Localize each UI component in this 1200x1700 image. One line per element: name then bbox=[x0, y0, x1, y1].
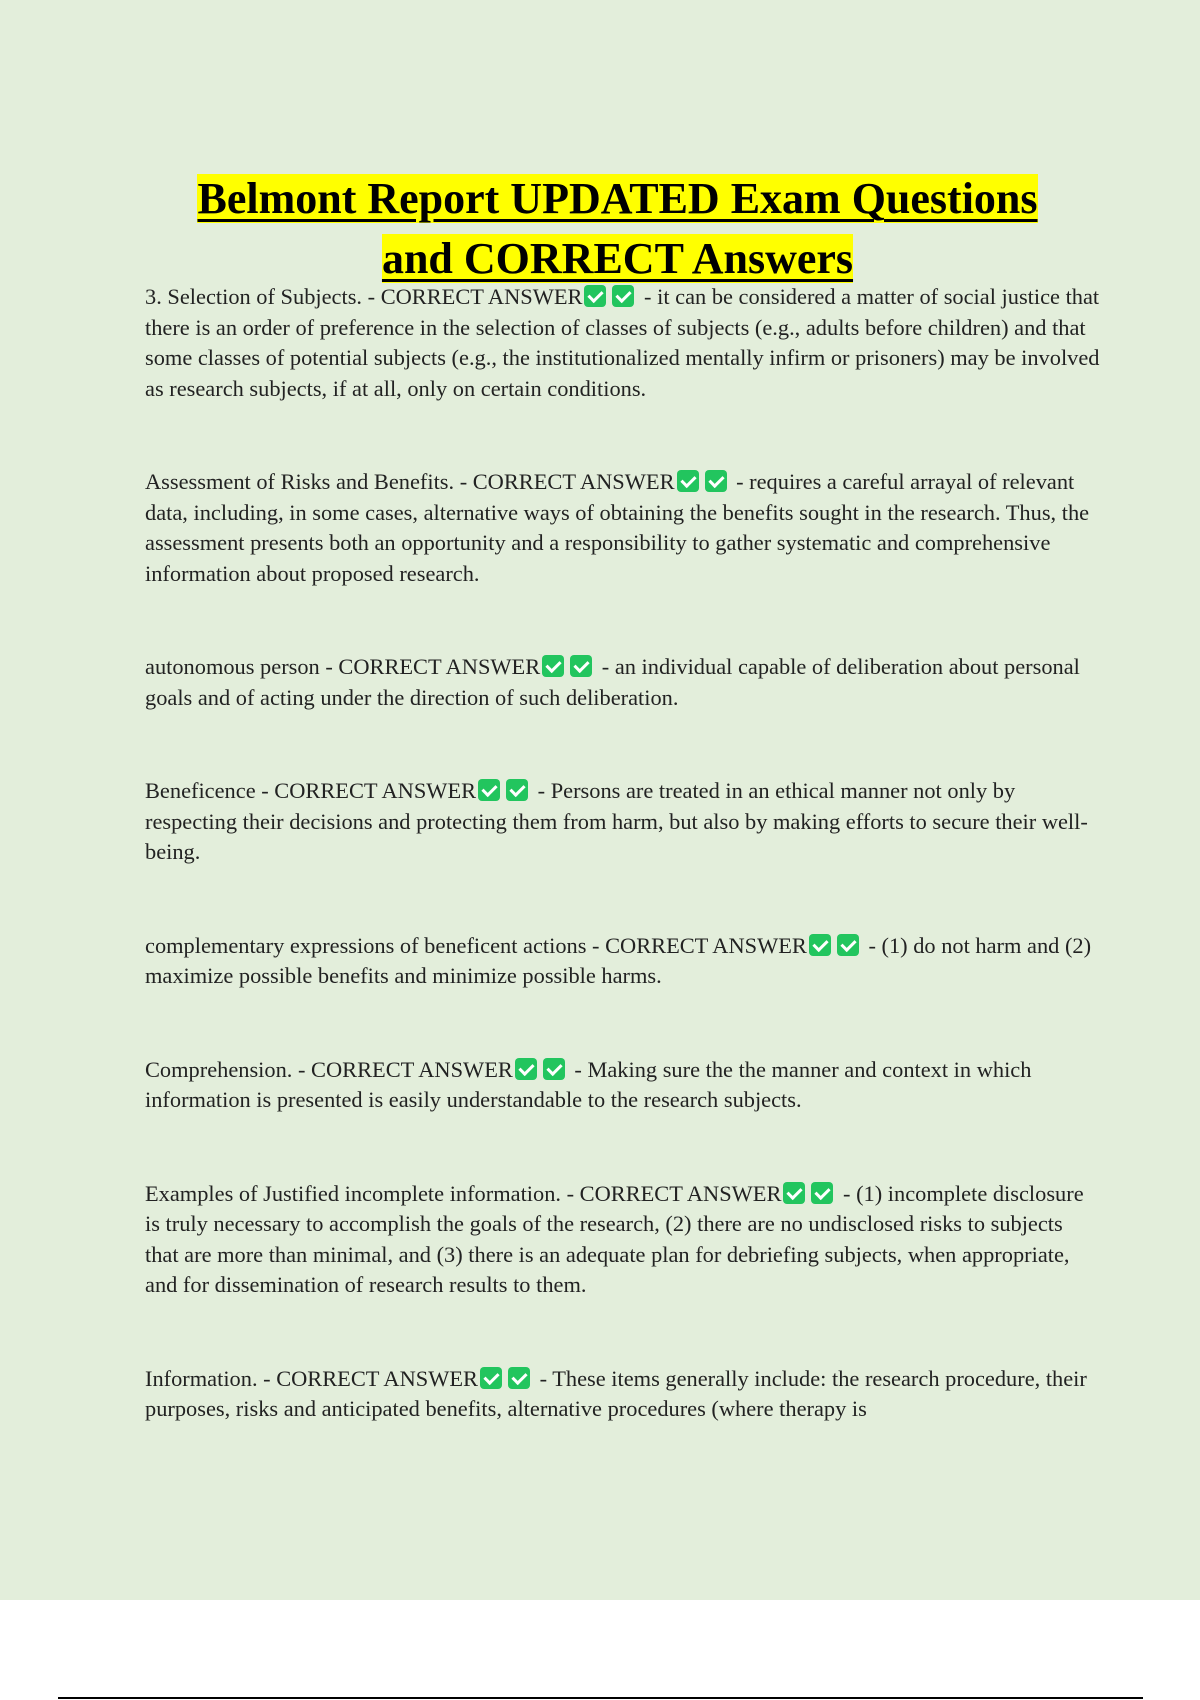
qa-entry bbox=[145, 776, 1100, 868]
check-box-icon bbox=[515, 1058, 537, 1080]
check-box-icon bbox=[809, 934, 831, 956]
entry-definition: - Making sure the the manner and context in which information is presented is easily understandable to the research subjects. bbox=[145, 1056, 1032, 1112]
qa-list bbox=[145, 282, 1100, 1488]
answer-label: CORRECT ANSWER bbox=[276, 1365, 478, 1391]
entry-definition: - an individual capable of deliberation about personal goals and of acting under the direction of such deliberation. bbox=[145, 654, 1080, 710]
answer-label: CORRECT ANSWER bbox=[605, 932, 807, 958]
entry-definition: - (1) do not harm and (2) maximize possible benefits and minimize possible harms. bbox=[145, 932, 1092, 988]
entry-term: Beneficence - bbox=[145, 778, 275, 803]
check-box-icon bbox=[677, 470, 699, 492]
answer-label: CORRECT ANSWER bbox=[380, 284, 583, 309]
entry-definition: - Persons are treated in an ethical manner not only by respecting their decisions and protecting them from harm, but also by making efforts to secure their well-being. bbox=[145, 778, 1088, 864]
entry-definition: - These items generally include: the research procedure, their purposes, risks and anticipated benefits, alternative procedures (where therapy is bbox=[145, 1365, 1087, 1421]
entry-term: autonomous person - bbox=[145, 654, 339, 679]
check-box-icon bbox=[508, 1367, 530, 1389]
footer-divider bbox=[58, 1697, 1143, 1699]
check-box-icon bbox=[542, 655, 564, 677]
answer-label: CORRECT ANSWER bbox=[274, 778, 477, 803]
check-box-icon bbox=[837, 934, 859, 956]
answer-label: CORRECT ANSWER bbox=[338, 654, 541, 679]
qa-entry bbox=[145, 282, 1100, 404]
entry-term: complementary expressions of beneficent actions - bbox=[145, 932, 606, 958]
qa-entry bbox=[145, 1179, 1100, 1301]
check-box-icon bbox=[570, 655, 592, 677]
check-box-icon bbox=[478, 779, 500, 801]
qa-entry bbox=[145, 467, 1100, 589]
check-box-icon bbox=[506, 779, 528, 801]
title-line-2: and CORRECT Answers bbox=[381, 234, 854, 284]
entry-term: Examples of Justified incomplete information. - bbox=[145, 1180, 580, 1206]
entry-definition: - (1) incomplete disclosure is truly necessary to accomplish the goals of the research, (2) there are no undisclosed risks to subjects that are more than minimal, and (3) there is an adequate plan for debriefing subjects, when appropriate, and for dissemination of research results to them. bbox=[145, 1180, 1084, 1297]
answer-label: CORRECT ANSWER bbox=[311, 1056, 513, 1082]
check-box-icon bbox=[584, 285, 606, 307]
document-title bbox=[80, 169, 1155, 289]
check-box-icon bbox=[811, 1182, 833, 1204]
qa-entry bbox=[145, 1364, 1100, 1425]
qa-entry bbox=[145, 652, 1100, 713]
entry-term: Assessment of Risks and Benefits. - bbox=[145, 469, 473, 494]
check-box-icon bbox=[783, 1182, 805, 1204]
qa-entry bbox=[145, 1055, 1100, 1116]
answer-label: CORRECT ANSWER bbox=[579, 1180, 782, 1206]
entry-definition: - requires a careful arrayal of relevant data, including, in some cases, alternative ways of obtaining the benefits sought in the research. Thus, the assessment presents both an opportunity and a responsibility to gather systematic and comprehensive information about proposed research. bbox=[145, 469, 1090, 586]
entry-term: Information. - bbox=[145, 1365, 277, 1391]
check-box-icon bbox=[612, 285, 634, 307]
answer-label: CORRECT ANSWER bbox=[472, 469, 675, 494]
title-line-1: Belmont Report UPDATED Exam Questions bbox=[197, 174, 1038, 224]
entry-definition: - it can be considered a matter of social justice that there is an order of preference in the selection of classes of subjects (e.g., adults before children) and that some classes of potential subjects (e.g., the institutionalized mentally infirm or prisoners) may be involved as research subjects, if at all, only on certain conditions. bbox=[145, 284, 1100, 401]
entry-term: Comprehension. - bbox=[145, 1056, 312, 1082]
check-box-icon bbox=[480, 1367, 502, 1389]
check-box-icon bbox=[543, 1058, 565, 1080]
check-box-icon bbox=[705, 470, 727, 492]
qa-entry bbox=[145, 931, 1100, 992]
entry-term: 3. Selection of Subjects. - bbox=[145, 284, 381, 309]
